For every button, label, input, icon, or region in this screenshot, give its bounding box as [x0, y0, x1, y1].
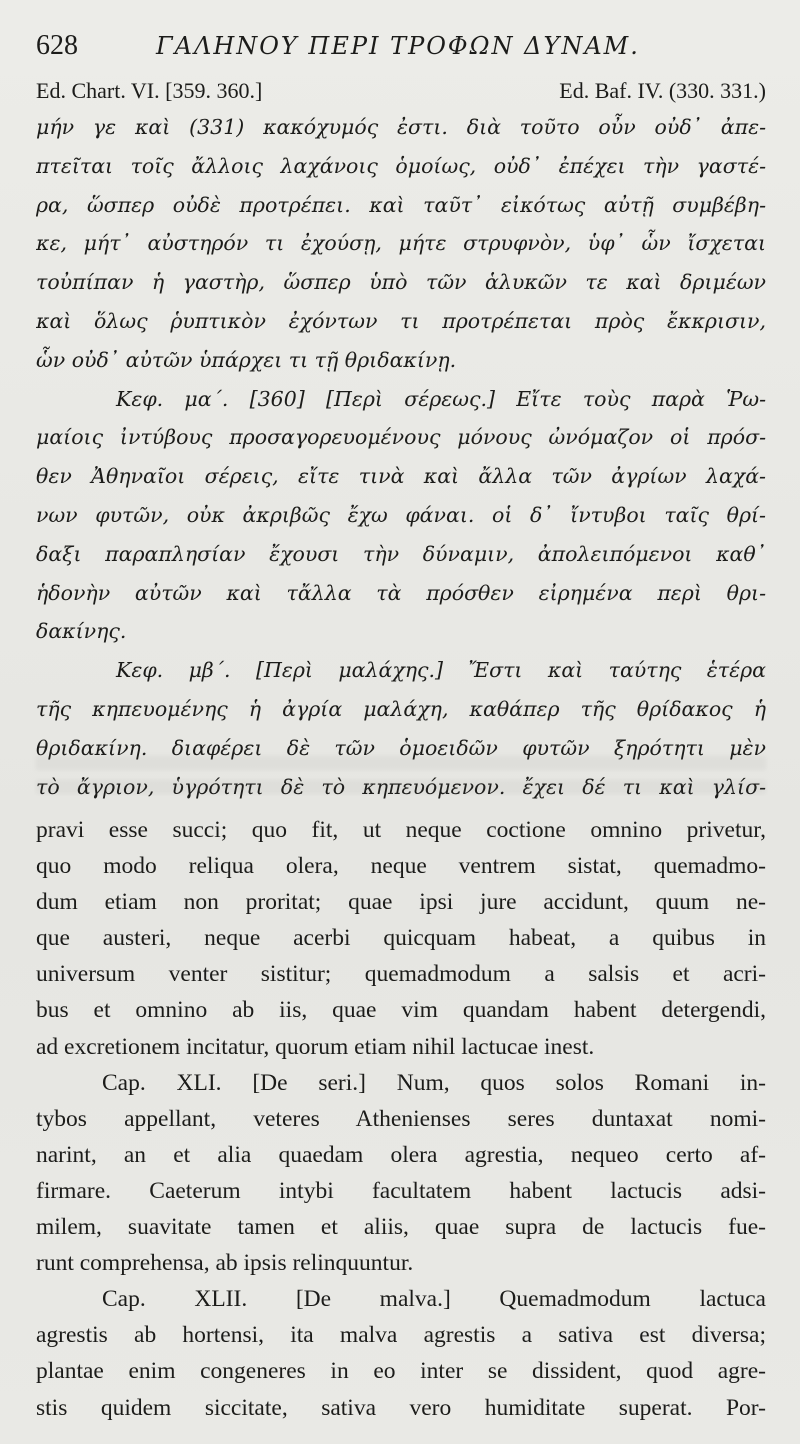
latin-line: agrestis ab hortensi, ita malva agrestis a sativa est diversa; — [36, 1322, 766, 1349]
greek-line: ρα, ὥσπερ οὐδὲ προτρέπει. καὶ ταῦτ᾽ εἰκότως αὐτῇ συμβέβη- — [36, 192, 766, 217]
edition-chartier: Ed. Chart. VI. [359. 360.] — [36, 78, 263, 103]
latin-line: ad excretionem incitatur, quorum etiam nihil lactucae inest. — [36, 1033, 595, 1060]
latin-line: tybos appellant, veteres Athenienses seres duntaxat nomi- — [36, 1105, 766, 1132]
greek-line: μαίοις ἰντύβους προσαγορευομένους μόνους ὠνόμαζον οἱ πρόσ- — [36, 425, 766, 450]
edition-references — [36, 78, 766, 108]
greek-line: δαξι παραπλησίαν ἔχουσι τὴν δύναμιν, ἀπολειπόμενοι καθ᾽ — [36, 541, 766, 566]
latin-line: quo modo reliqua olera, neque ventrem sistat, quemadmo- — [36, 853, 766, 880]
latin-line: que austeri, neque acerbi quicquam habeat, a quibus in — [36, 925, 766, 952]
show-through-band — [36, 748, 766, 808]
greek-chapter-41-heading-line: Κεφ. μα΄. [360] [Περὶ σέρεως.] Εἴτε τοὺς παρὰ Ῥω- — [116, 386, 766, 411]
latin-line: narint, an et alia quaedam olera agrestia, nequeo certo af- — [36, 1141, 766, 1168]
latin-line: firmare. Caeterum intybi facultatem habent lactucis adsi- — [36, 1177, 766, 1204]
latin-chapter-42-heading-line: Cap. XLII. [De malva.] Quemadmodum lactuca — [102, 1286, 766, 1313]
latin-chapter-41-heading-line: Cap. XLI. [De seri.] Num, quos solos Romani in- — [102, 1069, 766, 1096]
latin-line: runt comprehensa, ab ipsis relinquuntur. — [36, 1250, 414, 1277]
greek-line: θριδακίνη. διαφέρει δὲ τῶν ὁμοειδῶν φυτῶν ξηρότητι μὲν — [36, 735, 766, 760]
latin-line: bus et omnino ab iis, quae vim quandam habent detergendi, — [36, 997, 766, 1024]
greek-line: τῆς κηπευομένης ἡ ἀγρία μαλάχη, καθάπερ τῆς θρίδακος ἡ — [36, 696, 766, 721]
running-title: ΓΑΛΗΝΟΥ ΠΕΡΙ ΤΡΟΦΩΝ ΔΥΝΑΜ. — [156, 32, 640, 60]
latin-text-block — [36, 812, 766, 1426]
latin-line: dum etiam non proritat; quae ipsi jure accidunt, quum ne- — [36, 889, 766, 916]
greek-chapter-42-heading-line: Κεφ. μβ΄. [Περὶ μαλάχης.] Ἔστι καὶ ταύτης ἑτέρα — [116, 658, 766, 683]
latin-line: plantae enim congeneres in eo inter se dissident, quod agre- — [36, 1358, 766, 1385]
greek-line: καὶ ὅλως ῥυπτικὸν ἐχόντων τι προτρέπεται πρὸς ἔκκρισιν, — [36, 308, 766, 333]
greek-line: δακίνης. — [36, 619, 127, 644]
greek-line: ὧν οὐδ᾽ αὐτῶν ὑπάρχει τι τῇ θριδακίνῃ. — [36, 347, 457, 372]
edition-basel: Ed. Baf. IV. (330. 331.) — [559, 78, 766, 103]
greek-line: ἡδονὴν αὐτῶν καὶ τἄλλα τὰ πρόσθεν εἰρημένα περὶ θρι- — [36, 580, 766, 605]
bleed-through-mark — [36, 780, 766, 794]
latin-line: stis quidem siccitate, sativa vero humiditate superat. Por- — [36, 1394, 766, 1421]
latin-line: pravi esse succi; quo fit, ut neque coctione omnino privetur, — [36, 817, 766, 843]
greek-line: μήν γε καὶ (331) κακόχυμός ἐστι. διὰ τοῦτο οὖν οὐδ᾽ ἀπε- — [36, 115, 766, 139]
greek-line: τὸ ἄγριον, ὑγρότητι δὲ τὸ κηπευόμενον. ἔχει δέ τι καὶ γλίσ- — [36, 774, 766, 799]
greek-line: θεν Ἀθηναῖοι σέρεις, εἴτε τινὰ καὶ ἄλλα τῶν ἀγρίων λαχά- — [36, 464, 766, 489]
page-header — [36, 30, 776, 70]
latin-line: milem, suavitate tamen et aliis, quae supra de lactucis fue- — [36, 1214, 766, 1241]
latin-line: universum venter sistitur; quemadmodum a salsis et acri- — [36, 961, 766, 988]
greek-line: τοὐπίπαν ἡ γαστὴρ, ὥσπερ ὑπὸ τῶν ἁλυκῶν τε καὶ δριμέων — [36, 270, 766, 295]
bleed-through-mark — [36, 756, 766, 770]
greek-line: νων φυτῶν, οὐκ ἀκριβῶς ἔχω φάναι. οἱ δ᾽ ἴντυβοι ταῖς θρί- — [36, 502, 766, 527]
greek-line: κε, μήτ᾽ αὐστηρόν τι ἐχούσῃ, μήτε στρυφνὸν, ὑφ᾽ ὧν ἴσχεται — [36, 231, 766, 256]
greek-line: πτεῖται τοῖς ἄλλοις λαχάνοις ὁμοίως, οὐδ᾽ ἐπέχει τὴν γαστέ- — [36, 153, 766, 178]
greek-text-block — [36, 108, 766, 806]
page-number: 628 — [36, 30, 78, 61]
